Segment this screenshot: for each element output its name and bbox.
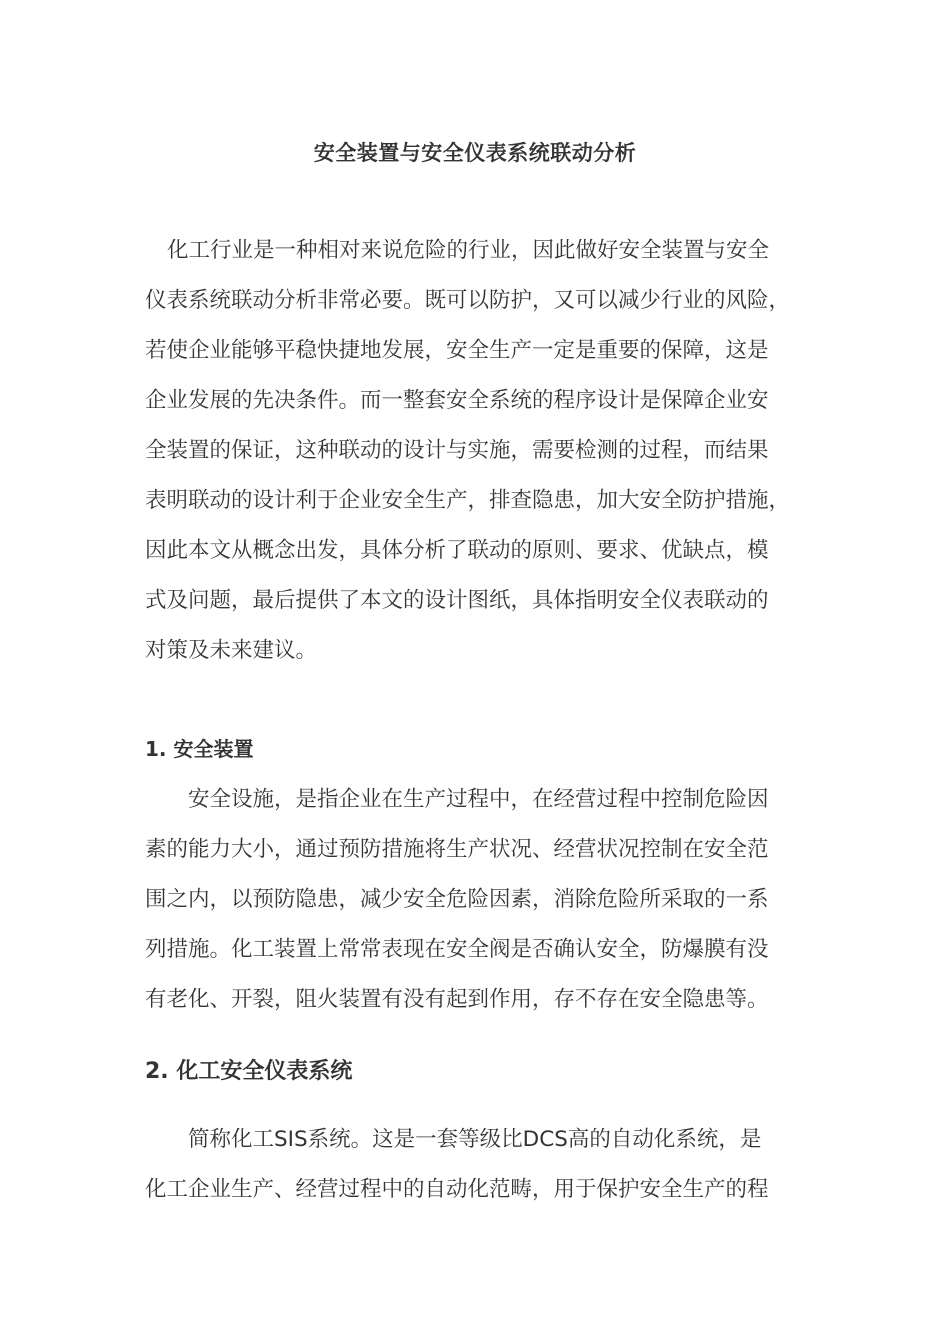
section1-line: 列措施。化工装置上常常表现在安全阀是否确认安全，防爆膜有没 [145, 937, 769, 962]
section1-line: 素的能力大小，通过预防措施将生产状况、经营状况控制在安全范 [145, 837, 769, 862]
intro-paragraph [145, 226, 845, 676]
section-heading-sis: 2. 化工安全仪表系统 [145, 1059, 353, 1084]
intro-line: 对策及未来建议。 [145, 638, 318, 663]
section2-line [145, 1115, 845, 1165]
intro-line: 仪表系统联动分析非常必要。既可以防护，又可以减少行业的风险， [145, 288, 791, 313]
intro-line: 化工行业是一种相对来说危险的行业，因此做好安全装置与安全 [167, 238, 770, 263]
section2-text: 高的自动化系统，是 [567, 1127, 762, 1152]
section2-text: 简称化工 [188, 1127, 275, 1152]
section2-line: 化工企业生产、经营过程中的自动化范畴，用于保护安全生产的程 [145, 1177, 769, 1202]
section1-line: 安全设施，是指企业在生产过程中，在经营过程中控制危险因 [188, 787, 769, 812]
dcs-term: DCS [522, 1127, 568, 1152]
sis-term: SIS [274, 1127, 308, 1152]
intro-line: 因此本文从概念出发，具体分析了联动的原则、要求、优缺点，模 [145, 538, 769, 563]
intro-line: 式及问题，最后提供了本文的设计图纸，具体指明安全仪表联动的 [145, 588, 769, 613]
section2-text: 系统。这是一套等级比 [307, 1127, 523, 1152]
section2-paragraph [145, 1115, 845, 1215]
section1-line: 有老化、开裂，阻火装置有没有起到作用，存不存在安全隐患等。 [145, 987, 769, 1012]
intro-line: 表明联动的设计利于企业安全生产，排查隐患，加大安全防护措施， [145, 488, 791, 513]
section1-paragraph [145, 775, 845, 1025]
section1-line: 围之内，以预防隐患，减少安全危险因素，消除危险所采取的一系 [145, 887, 769, 912]
intro-line: 若使企业能够平稳快捷地发展，安全生产一定是重要的保障，这是 [145, 338, 769, 363]
section-heading-safety-devices: 1. 安全装置 [145, 737, 254, 761]
intro-line: 全装置的保证，这种联动的设计与实施，需要检测的过程，而结果 [145, 438, 769, 463]
document-title: 安全装置与安全仪表系统联动分析 [313, 141, 637, 165]
intro-line: 企业发展的先决条件。而一整套安全系统的程序设计是保障企业安 [145, 388, 769, 413]
